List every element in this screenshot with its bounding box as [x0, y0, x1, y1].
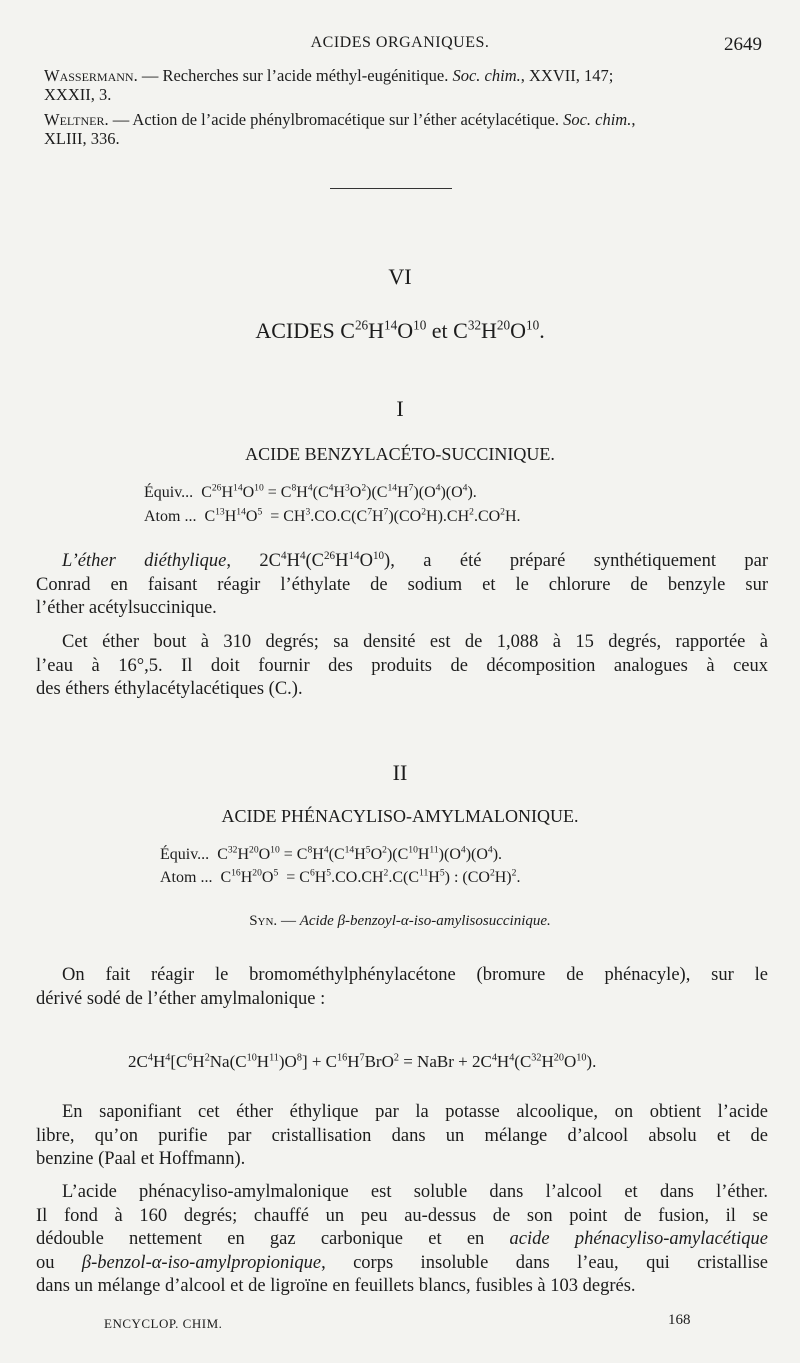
section-vi-numeral: VI — [388, 264, 412, 289]
section-ii-numeral: II — [392, 760, 408, 785]
running-header: ACIDES ORGANIQUES. — [310, 34, 490, 51]
reference-weltner: Weltner. — Action de l’acide phénylbromacétique sur l’éther acétylacétique. Soc. chim., XLIII, 336. — [44, 110, 636, 148]
section-divider — [330, 188, 452, 189]
paragraph-ether-diethylique: L’éther diéthylique, $2C^4H^4(C^{26}H^{14}O^{10})$, a été préparé synthétiquement par Conrad en faisant réagir l’éthylate de sodium et le chlorure de benzyle sur l’éther acétylsuccinique. — [36, 549, 769, 619]
paragraph-reaction: On fait réagir le bromométhylphénylacétone (bromure de phénacyle), sur le dérivé sodé de l’éther amylmalonique : — [36, 965, 768, 1009]
synonym-line: Syn. — Acide β-benzoyl-α-iso-amylisosuccinique. — [249, 913, 551, 929]
section-ii-equiv-formula: Équiv... $C^{32}H^{20}O^{10} = C^8H^4(C^{14}H^5O^2)(C^{10}H^{11})(O^4)(O^4)$. — [160, 844, 503, 863]
paragraph-properties: L’acide phénacyliso-amylmalonique est soluble dans l’alcool et dans l’éther. Il fond à 160 degrés; chauffé un peu au-dessus de son point de fusion, il se dédouble nettement en gaz carbonique et en acide phénacyliso-amylacétique ou β-benzol-α-iso-amylpropionique, corps insoluble dans l’eau, qui cristallise dans un mélange d’alcool et de ligroïne en feuillets blancs, fusibles à 103 degrés. — [36, 1182, 768, 1297]
section-i-atom-formula: Atom ... $C^{13}H^{14}O^5 = CH^3.CO.C(C^7H^7)(CO^2H).CH^2.CO^2H$. — [144, 506, 521, 525]
paragraph-saponification: En saponifiant cet éther éthylique par la potasse alcoolique, on obtient l’acide libre, qu’on purifie par cristallisation dans un mélange d’alcool absolu et de benzine (Paal et Hoffmann). — [36, 1102, 768, 1170]
section-vi-title: ACIDES $C^{26}H^{14}O^{10}$ et $C^{32}H^{20}O^{10}$. — [255, 317, 545, 343]
paragraph-boiling-point: Cet éther bout à 310 degrés; sa densité est de 1,088 à 15 degrés, rapportée à l’eau à 16°,5. Il doit fournir des produits de décomposition analogues à ceux des éthers éthylacétylacétiques (C.). — [36, 632, 768, 700]
page-number: 2649 — [724, 34, 762, 55]
footer-source: ENCYCLOP. CHIM. — [104, 1316, 223, 1331]
section-i-title: ACIDE BENZYLACÉTO-SUCCINIQUE. — [245, 444, 555, 464]
section-ii-atom-formula: Atom ... $C^{16}H^{20}O^5 = C^6H^5.CO.CH^2.C(C^{11}H^5)$ : $(CO^2H)^2$. — [160, 867, 521, 886]
section-ii-title: ACIDE PHÉNACYLISO-AMYLMALONIQUE. — [221, 806, 579, 826]
footer-signature-number: 168 — [668, 1312, 691, 1328]
section-i-equiv-formula: Équiv... $C^{26}H^{14}O^{10} = C^8H^4(C^4H^3O^2)(C^{14}H^7)(O^4)(O^4)$. — [144, 482, 477, 501]
section-i-numeral: I — [396, 396, 404, 421]
reaction-equation: $2C^4H^4[C^6H^2Na(C^{10}H^{11})O^8] + C^{16}H^7BrO^2$ = NaBr + $2C^4H^4(C^{32}H^{20}O^{10})$. — [128, 1052, 597, 1071]
reference-wassermann: Wassermann. — Recherches sur l’acide méthyl-eugénitique. Soc. chim., XXVII, 147; XXXII, 3. — [44, 66, 614, 104]
